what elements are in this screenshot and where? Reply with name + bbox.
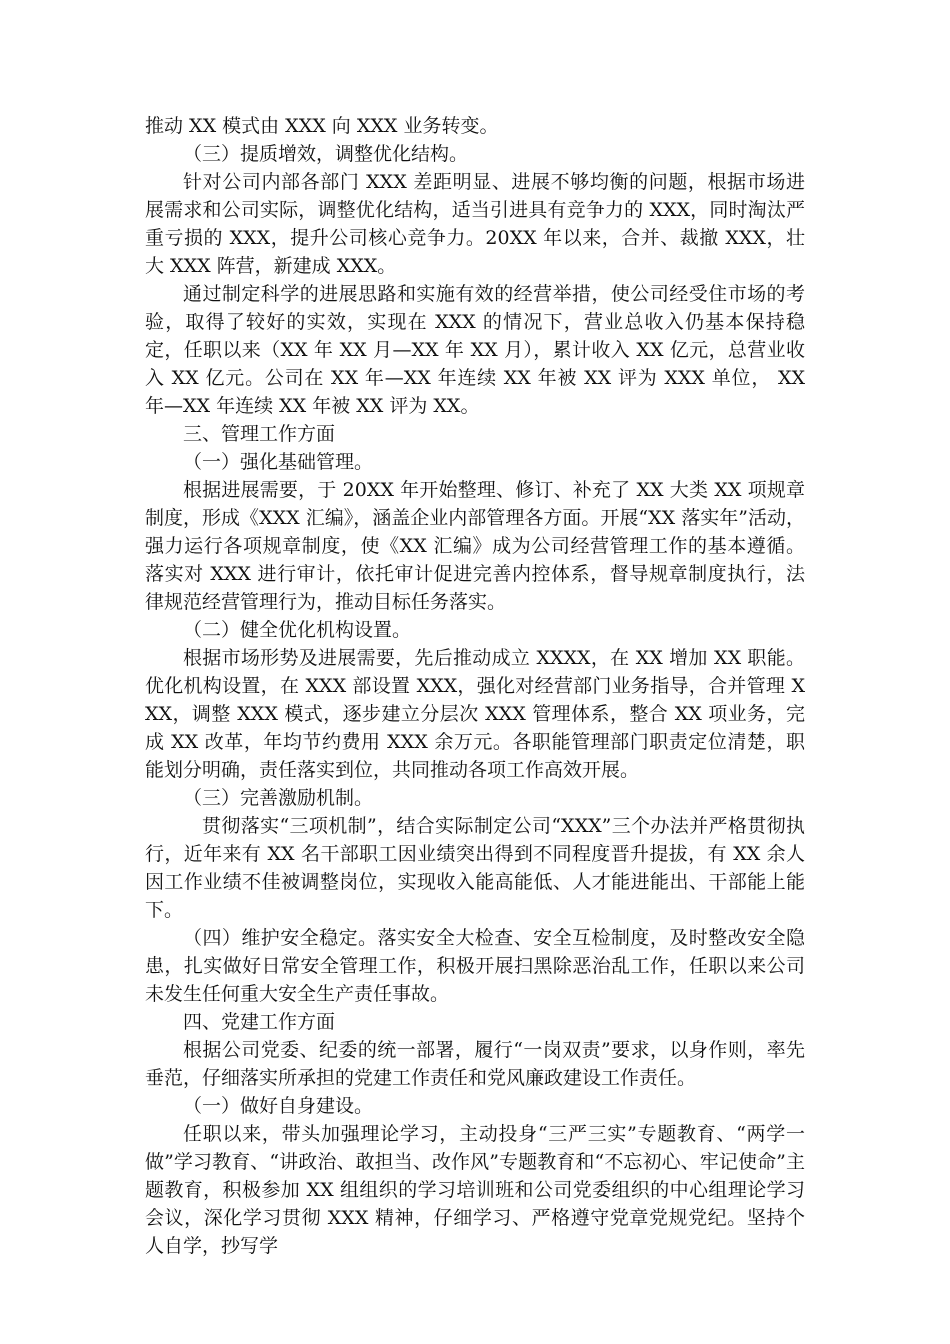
paragraph-business-results: 通过制定科学的进展思路和实施有效的经营举措，使公司经受住市场的考验，取得了较好的实效，实现在 XXX 的情况下，营业总收入仍基本保持稳定，任职以来（XX 年 XX 月—XX 年 XX 月），累计收入 XX 亿元，总营业收入 XX 亿元。公司在 XX 年—XX 年连续 XX 年被 XX 评为 XXX 单位， XX 年—XX 年连续 XX 年被 XX 评为 XX。 xyxy=(145,283,805,417)
paragraph-continuation: 推动 XX 模式由 XXX 向 XXX 业务转变。 xyxy=(145,115,499,137)
subheading-incentive: （三）完善激励机制。 xyxy=(183,787,374,809)
paragraph-organization: 根据市场形势及进展需要，先后推动成立 XXXX，在 XX 增加 XX 职能。优化机构设置，在 XXX 部设置 XXX，强化对经营部门业务指导，合并管理 XXX，调整 XXX 模式，逐步建立分层次 XXX 管理体系，整合 XX 项业务，完成 XX 改革，年均节约费用 XXX 余万元。各职能管理部门职责定位清楚，职能划分明确，责任落实到位，共同推动各项工作高效开展。 xyxy=(145,647,805,781)
document-body xyxy=(145,112,805,1260)
subheading-basic-management: （一）强化基础管理。 xyxy=(183,451,374,473)
section-heading-party-building: 四、党建工作方面 xyxy=(183,1011,336,1033)
paragraph-rules-system: 根据进展需要，于 20XX 年开始整理、修订、补充了 XX 大类 XX 项规章制度，形成《XXX 汇编》，涵盖企业内部管理各方面。开展“XX 落实年”活动，强力运行各项规章制度，使《XX 汇编》成为公司经营管理工作的基本遵循。落实对 XXX 进行审计，依托审计促进完善内控体系，督导规章制度执行，法律规范经营管理行为，推动目标任务落实。 xyxy=(145,479,805,613)
section-heading-management: 三、管理工作方面 xyxy=(183,423,336,445)
subheading-quality-efficiency: （三）提质增效，调整优化结构。 xyxy=(183,143,469,165)
paragraph-safety: （四）维护安全稳定。落实安全大检查、安全互检制度，及时整改安全隐患，扎实做好日常安全管理工作，积极开展扫黑除恶治乱工作，任职以来公司未发生任何重大安全生产责任事故。 xyxy=(145,927,805,1005)
paragraph-party-responsibility: 根据公司党委、纪委的统一部署，履行“一岗双责”要求，以身作则，率先垂范，仔细落实所承担的党建工作责任和党风廉政建设工作责任。 xyxy=(145,1039,805,1089)
paragraph-theory-study: 任职以来，带头加强理论学习，主动投身“三严三实”专题教育、“两学一做”学习教育、“讲政治、敢担当、改作风”专题教育和“不忘初心、牢记使命”主题教育，积极参加 XX 组组织的学习培训班和公司党委组织的中心组理论学习会议，深化学习贯彻 XXX 精神，仔细学习、严格遵守党章党规党纪。坚持个人自学，抄写学 xyxy=(145,1123,805,1257)
paragraph-incentive: 贯彻落实“三项机制”，结合实际制定公司“XXX”三个办法并严格贯彻执行，近年来有 XX 名干部职工因业绩突出得到不同程度晋升提拔，有 XX 余人因工作业绩不佳被调整岗位，实现收入能高能低、人才能进能出、干部能上能下。 xyxy=(145,815,805,921)
subheading-organization: （二）健全优化机构设置。 xyxy=(183,619,412,641)
subheading-self-building: （一）做好自身建设。 xyxy=(183,1095,374,1117)
paragraph-structure-adjustment: 针对公司内部各部门 XXX 差距明显、进展不够均衡的问题，根据市场进展需求和公司实际，调整优化结构，适当引进具有竞争力的 XXX，同时淘汰严重亏损的 XXX，提升公司核心竞争力。20XX 年以来，合并、裁撤 XXX，壮大 XXX 阵营，新建成 XXX。 xyxy=(145,171,805,277)
